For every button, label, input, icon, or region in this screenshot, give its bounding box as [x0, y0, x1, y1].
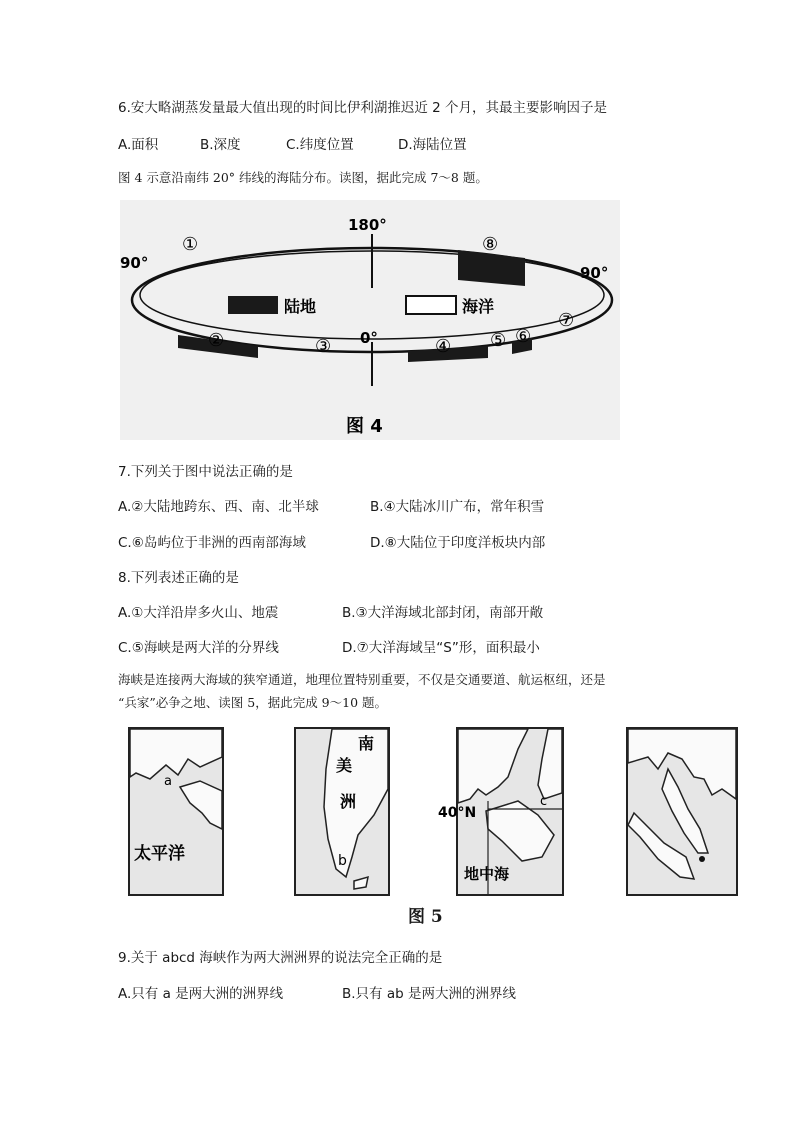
figure-4-diagram: [110, 200, 630, 445]
figure-5-intro-line-1: 海峡是连接两大海域的狭窄通道，地理位置特别重要，不仅是交通要道、航运枢纽，还是: [118, 672, 606, 687]
map-2-label-2: 美: [336, 756, 353, 775]
map-1-point-a: a: [164, 774, 172, 789]
label-90-right: 90°: [580, 264, 609, 282]
question-8-option-a: A.①大洋沿岸多火山、地震: [118, 605, 279, 621]
marker-7: ⑦: [558, 310, 575, 331]
legend-sea-label: 海洋: [462, 297, 495, 316]
marker-1: ①: [182, 234, 199, 255]
question-8-option-c: C.⑤海峡是两大洋的分界线: [118, 640, 279, 656]
question-7-option-b: B.④大陆冰川广布，常年积雪: [370, 499, 545, 515]
figure-5-map-2: [294, 727, 390, 896]
marker-2: ②: [208, 330, 225, 351]
map-2-label-1: 南: [358, 734, 375, 753]
marker-8: ⑧: [482, 234, 499, 255]
question-6-option-a: A.面积: [118, 137, 159, 153]
map-4-drawing: [628, 729, 736, 894]
question-6-stem: 6.安大略湖蒸发量最大值出现的时间比伊利湖推迟近 2 个月，其最主要影响因子是: [118, 100, 608, 116]
label-90-left: 90°: [120, 254, 149, 272]
question-9-option-b: B.只有 ab 是两大洲的洲界线: [342, 986, 516, 1002]
question-7-option-d: D.⑧大陆位于印度洋板块内部: [370, 535, 546, 551]
figure-5-map-1: [128, 727, 224, 896]
figure-4-caption: 图 4: [346, 416, 383, 437]
legend-land-label: 陆地: [284, 297, 317, 316]
map-3-drawing: [438, 729, 562, 894]
marker-6: ⑥: [515, 326, 532, 347]
figure-5-map-4: [626, 727, 738, 896]
question-7-option-a: A.②大陆地跨东、西、南、北半球: [118, 499, 319, 515]
map-1-drawing: [130, 729, 222, 894]
map-2-label-3: 洲: [340, 792, 357, 811]
figure-5-map-3: [438, 727, 564, 896]
marker-4: ④: [435, 336, 452, 357]
legend-land-swatch: [228, 296, 278, 314]
question-6-option-d: D.海陆位置: [398, 137, 467, 153]
question-8-option-d: D.⑦大洋海域呈“S”形，面积最小: [342, 640, 540, 656]
figure-5-intro-line-2: “兵家”必争之地、读图 5，据此完成 9～10 题。: [118, 695, 388, 710]
figure-4-intro: 图 4 示意沿南纬 20° 纬线的海陆分布。读图，据此完成 7～8 题。: [118, 170, 488, 185]
figure-5-caption: 图 5: [408, 907, 443, 927]
question-6-option-c: C.纬度位置: [286, 137, 354, 153]
question-8-option-b: B.③大洋海域北部封闭，南部开敞: [342, 605, 544, 621]
label-180: 180°: [348, 216, 387, 234]
map-3-label-mediterranean: 地中海: [464, 865, 510, 883]
question-6-option-b: B.深度: [200, 137, 241, 153]
question-7-stem: 7.下列关于图中说法正确的是: [118, 464, 293, 480]
legend-sea-swatch: [406, 296, 456, 314]
marker-3: ③: [315, 336, 332, 357]
map-2-drawing: [296, 729, 388, 894]
map-3-point-c: c: [540, 794, 548, 809]
map-2-point-b: b: [338, 853, 347, 869]
map-1-label-pacific: 太平洋: [134, 844, 185, 864]
question-8-stem: 8.下列表述正确的是: [118, 570, 239, 586]
question-9-option-a: A.只有 a 是两大洲的洲界线: [118, 986, 284, 1002]
label-0: 0°: [360, 329, 378, 347]
question-7-option-c: C.⑥岛屿位于非洲的西南部海域: [118, 535, 306, 551]
map-3-label-40n: 40°N: [438, 805, 477, 821]
question-9-stem: 9.关于 abcd 海峡作为两大洲洲界的说法完全正确的是: [118, 950, 443, 966]
marker-5: ⑤: [490, 330, 507, 351]
